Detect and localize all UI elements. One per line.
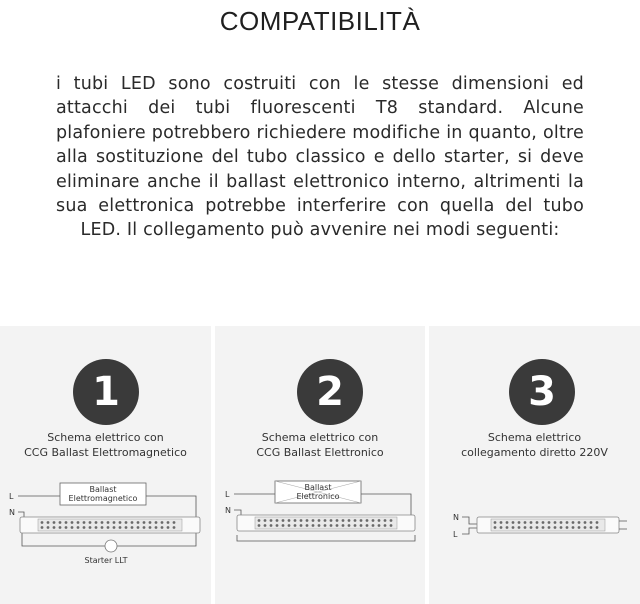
led-dot [306,519,309,522]
led-dot [65,521,68,524]
led-dot [506,526,509,529]
led-dot [167,521,170,524]
led-dot [500,521,503,524]
wire-l [462,528,479,534]
led-dot [288,524,291,527]
led-dot [548,526,551,529]
led-dot [330,519,333,522]
live-label: L [9,492,14,501]
led-strip [38,519,182,531]
led-dot [173,521,176,524]
led-dot [270,524,273,527]
led-dot [566,521,569,524]
led-dot [258,524,261,527]
led-dot [530,526,533,529]
led-dot [149,521,152,524]
led-dot [161,521,164,524]
led-dot [270,519,273,522]
led-dot [378,519,381,522]
led-dot [294,519,297,522]
wire-n [462,517,479,524]
compatibility-description: i tubi LED sono costruiti con le stesse dimensioni ed attacchi dei tubi fluorescenti T8 standard. Alcune plafoniere potrebbero richiedere modifiche in quanto, oltre alla sostituzione del tubo classico e dello starter, si deve eliminare anche il ballast elettronico interno, altrimenti la sua elettronica potrebbe interferire con quella del tubo LED. Il collegamento può avvenire nei modi seguenti: [56,74,584,241]
led-dot [143,521,146,524]
led-dot [41,526,44,529]
led-dot [101,521,104,524]
led-dot [167,526,170,529]
led-dot [318,524,321,527]
led-dot [354,524,357,527]
led-dot [288,519,291,522]
starter-label: Starter LLT [84,556,128,565]
led-dot [578,521,581,524]
led-dot [366,519,369,522]
led-dot [95,526,98,529]
led-dot [65,526,68,529]
led-dot [83,521,86,524]
neutral-label: N [453,513,459,522]
led-dot [506,521,509,524]
led-dot [312,524,315,527]
led-dot [378,524,381,527]
led-dot [107,521,110,524]
led-dot [173,526,176,529]
led-dot [137,526,140,529]
led-dot [360,519,363,522]
caption-line-2: CCG Ballast Elettromagnetico [24,446,187,459]
panel-ccg-electromagnetic [0,326,211,604]
page-title: COMPATIBILITÀ [219,6,421,36]
wire-right [361,494,411,518]
led-dot [113,526,116,529]
led-dot [536,521,539,524]
led-dot [276,519,279,522]
led-dot [584,526,587,529]
led-dot [324,524,327,527]
led-dot [101,526,104,529]
led-dot [572,521,575,524]
led-dot [560,521,563,524]
led-dot [384,519,387,522]
led-dot [372,519,375,522]
led-dot [548,521,551,524]
led-dot [312,519,315,522]
led-dot [71,521,74,524]
led-dot [77,526,80,529]
led-strip [491,519,605,531]
caption-line-1: Schema elettrico [487,431,582,444]
neutral-label: N [225,506,231,515]
led-dot [149,526,152,529]
led-dot [300,519,303,522]
led-dot [282,519,285,522]
led-dot [161,526,164,529]
wire-bottom [237,535,415,541]
led-dot [113,521,116,524]
led-dot [366,524,369,527]
led-dot [542,526,545,529]
led-dot [342,519,345,522]
led-dot [524,521,527,524]
led-dot [125,521,128,524]
starter-icon [105,540,117,552]
caption-line-1: Schema elettrico con [47,431,164,444]
led-dot [512,526,515,529]
led-dot [119,526,122,529]
led-dot [107,526,110,529]
led-dot [584,521,587,524]
led-dot [155,521,158,524]
live-label: L [225,490,230,499]
led-dot [264,524,267,527]
led-dot [596,526,599,529]
led-dot [71,526,74,529]
led-dot [390,524,393,527]
led-dot [590,526,593,529]
led-dot [258,519,261,522]
caption-line-2: collegamento diretto 220V [461,446,608,459]
led-dot [53,521,56,524]
led-dot [512,521,515,524]
led-dot [318,519,321,522]
led-dot [372,524,375,527]
caption-line-1: Schema elettrico con [261,431,379,444]
led-dot [554,521,557,524]
led-dot [47,526,50,529]
led-dot [47,521,50,524]
led-dot [125,526,128,529]
led-dot [336,519,339,522]
led-dot [137,521,140,524]
panel-ccg-electronic [215,326,425,604]
ballast-label-1: Ballast [89,485,117,494]
led-dot [59,526,62,529]
led-dot [294,524,297,527]
led-dot [83,526,86,529]
step-number-badge: 2 [297,359,363,425]
led-dot [324,519,327,522]
led-dot [89,526,92,529]
led-dot [384,524,387,527]
led-dot [518,521,521,524]
led-dot [494,526,497,529]
wiring-panels [0,326,640,604]
wiring-diagram [0,326,211,604]
led-dot [572,526,575,529]
led-dot [566,526,569,529]
caption-line-2: CCG Ballast Elettronico [256,446,384,459]
led-dot [119,521,122,524]
led-dot [348,519,351,522]
panel-direct-220v [429,326,640,604]
tube-pins-icon [619,521,627,529]
live-label: L [453,530,458,539]
wiring-diagram [215,326,425,604]
led-dot [276,524,279,527]
led-dot [518,526,521,529]
led-dot [264,519,267,522]
led-dot [494,521,497,524]
led-dot [330,524,333,527]
led-dot [542,521,545,524]
led-dot [536,526,539,529]
led-dot [560,526,563,529]
led-dot [596,521,599,524]
led-dot [360,524,363,527]
led-dot [554,526,557,529]
led-dot [300,524,303,527]
led-dot [390,519,393,522]
led-dot [500,526,503,529]
led-dot [89,521,92,524]
led-dot [590,521,593,524]
led-dot [306,524,309,527]
led-dot [524,526,527,529]
led-dot [578,526,581,529]
led-dot [348,524,351,527]
step-number-badge: 3 [509,359,575,425]
led-dot [95,521,98,524]
led-dot [53,526,56,529]
step-number-badge: 1 [73,359,139,425]
led-dot [530,521,533,524]
led-dot [131,521,134,524]
led-dot [143,526,146,529]
led-dot [354,519,357,522]
led-strip [255,517,397,529]
ballast-label-2: Elettromagnetico [68,494,138,503]
led-dot [342,524,345,527]
led-dot [282,524,285,527]
led-dot [131,526,134,529]
ballast-label-1: Ballast [304,483,332,492]
ballast-label-2: Elettronico [296,492,340,501]
wiring-diagram [429,326,640,604]
led-dot [77,521,80,524]
led-dot [336,524,339,527]
led-dot [59,521,62,524]
led-dot [155,526,158,529]
neutral-label: N [9,508,15,517]
led-dot [41,521,44,524]
